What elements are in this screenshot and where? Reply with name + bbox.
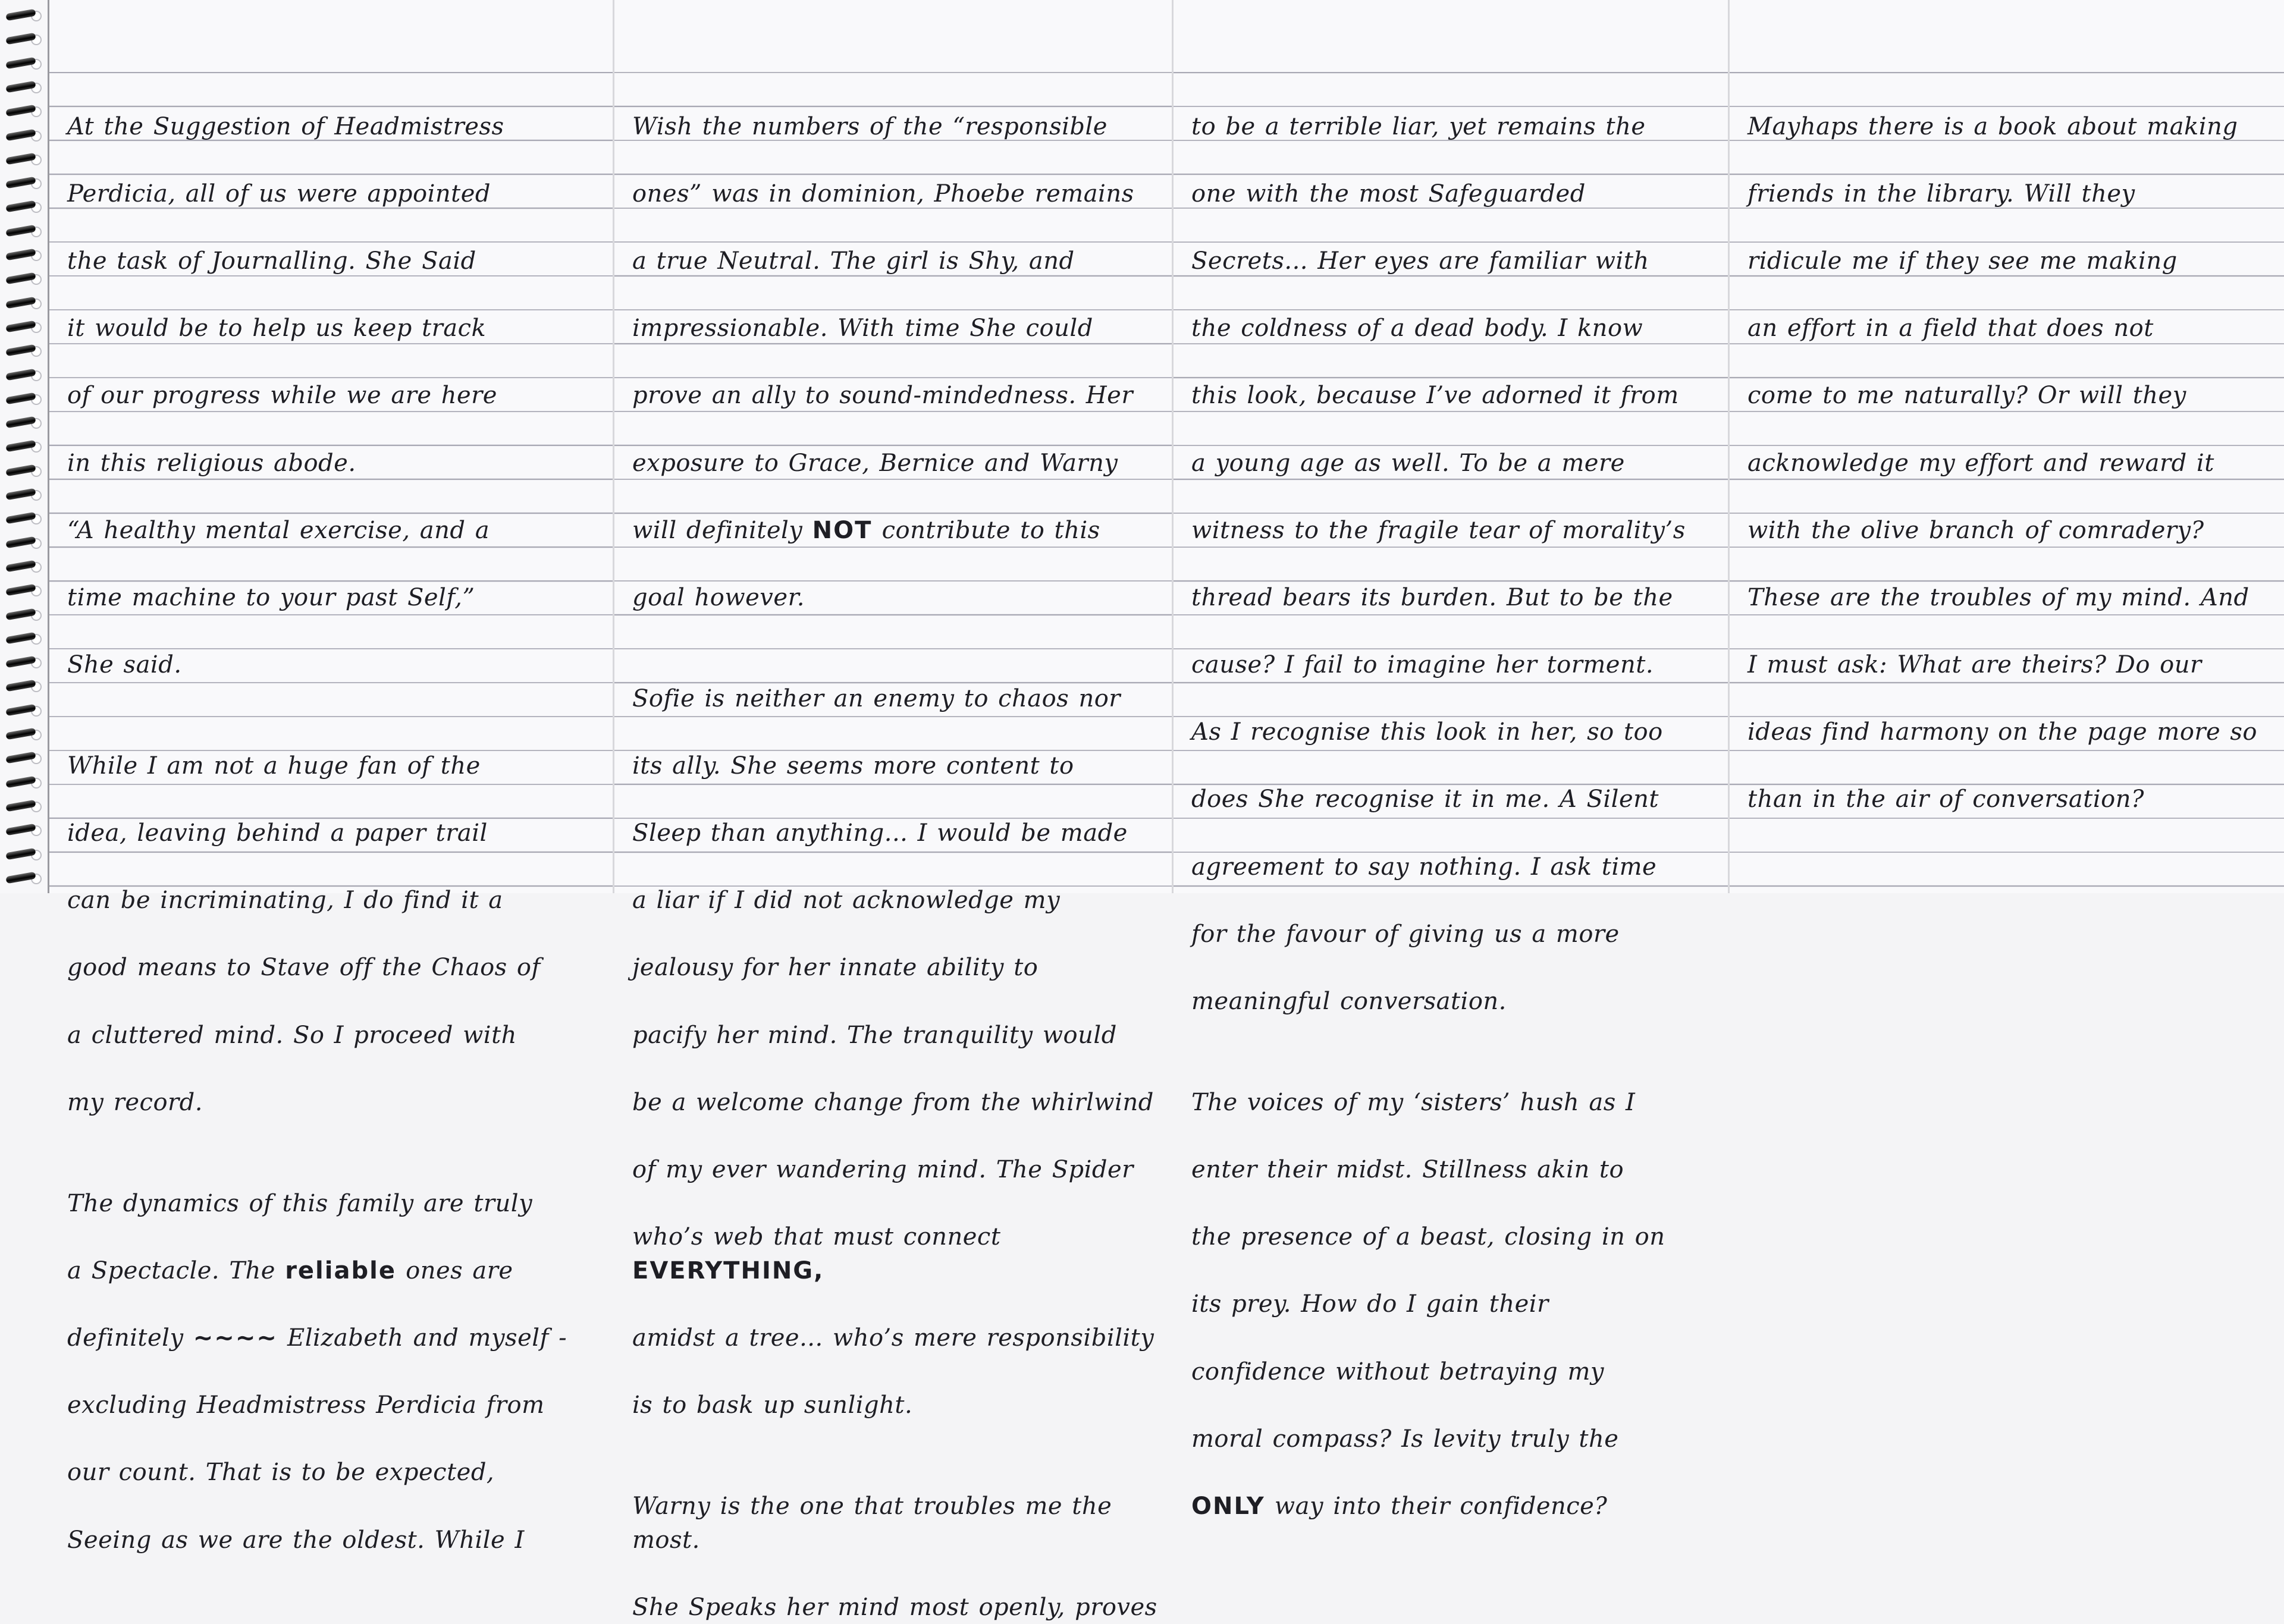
- scribbled-out-word: ~~~~: [193, 1324, 278, 1352]
- spiral-coil: [2, 247, 39, 262]
- text-line: be a welcome change from the whirlwind: [632, 1088, 1154, 1116]
- text-line: an effort in a field that does not: [1747, 315, 2154, 343]
- page-1-text: [67, 76, 602, 1557]
- text-line: thread bears its burden. But to be the: [1191, 583, 1673, 611]
- text-line: a Spectacle. The reliable ones are: [67, 1257, 513, 1284]
- text-line: with the olive branch of comradery?: [1747, 516, 2204, 544]
- text-line: will definitely NOT contribute to this: [632, 516, 1100, 544]
- spiral-coil: [2, 607, 39, 622]
- emphasized-word: reliable: [285, 1257, 396, 1284]
- text-line: “A healthy mental exercise, and a: [67, 516, 490, 544]
- text-line: one with the most Safeguarded: [1191, 180, 1586, 208]
- text-line: meaningful conversation.: [1191, 988, 1507, 1016]
- spiral-coil: [2, 463, 39, 478]
- spiral-coil: [2, 702, 39, 718]
- text-line: its ally. She seems more content to: [632, 752, 1074, 780]
- spiral-coil: [2, 822, 39, 837]
- text-line: idea, leaving behind a paper trail: [67, 819, 488, 847]
- text-line: acknowledge my effort and reward it: [1747, 449, 2214, 477]
- page-1-paragraph-1: [67, 76, 602, 682]
- spiral-coil: [2, 151, 39, 167]
- spiral-coil: [2, 630, 39, 646]
- text-line: for the favour of giving us a more: [1191, 920, 1620, 948]
- journal-page-4: [1728, 0, 2284, 893]
- page-4-paragraph-1: [1747, 76, 2273, 816]
- spiral-coil: [2, 798, 39, 813]
- text-line: this look, because I’ve adorned it from: [1191, 382, 1679, 410]
- text-line: time machine to your past Self,”: [67, 583, 475, 611]
- text-line: a cluttered mind. So I proceed with: [67, 1021, 517, 1049]
- text-line: I must ask: What are theirs? Do our: [1747, 651, 2202, 679]
- text-line: friends in the library. Will they: [1747, 180, 2135, 208]
- spiral-coil: [2, 750, 39, 765]
- page-2-paragraph-2: [632, 648, 1161, 1422]
- text-line: As I recognise this look in her, so too: [1191, 718, 1663, 746]
- spiral-coil: [2, 582, 39, 598]
- spiral-coil: [2, 558, 39, 574]
- emphasized-word: EVERYTHING,: [632, 1257, 824, 1284]
- text-line: does She recognise it in me. A Silent: [1191, 786, 1659, 813]
- text-line: Mayhaps there is a book about making: [1747, 112, 2238, 140]
- text-line: Seeing as we are the oldest. While I: [67, 1526, 525, 1554]
- text-line: impressionable. With time She could: [632, 315, 1093, 343]
- spiral-coil: [2, 367, 39, 382]
- spiral-coil: [2, 414, 39, 430]
- text-line: Sofie is neither an enemy to chaos nor: [632, 684, 1121, 712]
- text-line: agreement to say nothing. I ask time: [1191, 853, 1657, 881]
- spiral-coil: [2, 510, 39, 526]
- emphasized-word: ONLY: [1191, 1492, 1265, 1520]
- text-line: exposure to Grace, Bernice and Warny: [632, 449, 1118, 477]
- text-line: definitely ~~~~ Elizabeth and myself -: [67, 1324, 567, 1352]
- emphasized-word: NOT: [812, 516, 873, 544]
- text-line: ONLY way into their confidence?: [1191, 1492, 1608, 1520]
- text-line: my record.: [67, 1088, 203, 1116]
- text-line: At the Suggestion of Headmistress: [67, 112, 504, 140]
- page-3-paragraph-2: [1191, 1052, 1717, 1523]
- text-line: Wish the numbers of the “responsible: [632, 112, 1108, 140]
- text-line: of my ever wandering mind. The Spider: [632, 1156, 1134, 1183]
- text-line: a true Neutral. The girl is Shy, and: [632, 247, 1075, 275]
- spiral-coil: [2, 343, 39, 358]
- spiral-coil: [2, 654, 39, 670]
- text-line: is to bask up sunlight.: [632, 1391, 913, 1419]
- text-line: cause? I fail to imagine her torment.: [1191, 651, 1654, 679]
- text-line: Warny is the one that troubles me the most.: [632, 1492, 1112, 1554]
- text-line: confidence without betraying my: [1191, 1358, 1604, 1386]
- text-line: enter their midst. Stillness akin to: [1191, 1156, 1624, 1183]
- text-line: While I am not a huge fan of the: [67, 752, 481, 780]
- text-line: a young age as well. To be a mere: [1191, 449, 1625, 477]
- page-4-text: [1747, 76, 2273, 816]
- text-line: She Speaks her mind most openly, proves: [632, 1593, 1157, 1621]
- text-line: in this religious abode.: [67, 449, 356, 477]
- spiral-coil: [2, 678, 39, 693]
- text-line: our count. That is to be expected,: [67, 1459, 495, 1487]
- spiral-coil: [2, 79, 39, 95]
- text-line: the presence of a beast, closing in on: [1191, 1223, 1665, 1251]
- spiral-coil: [2, 391, 39, 406]
- spiral-coil: [2, 726, 39, 742]
- spiral-coil: [2, 774, 39, 790]
- text-line: come to me naturally? Or will they: [1747, 382, 2186, 410]
- page-3-text: [1191, 76, 1717, 1524]
- text-line: amidst a tree... who’s mere responsibility: [632, 1324, 1154, 1352]
- spiral-coil: [2, 55, 39, 71]
- spiral-coil: [2, 31, 39, 46]
- page-2-paragraph-3: [632, 1456, 1161, 1624]
- spiral-coil: [2, 846, 39, 862]
- text-line: to be a terrible liar, yet remains the: [1191, 112, 1646, 140]
- text-line: a liar if I did not acknowledge my: [632, 887, 1061, 915]
- text-line: can be incriminating, I do find it a: [67, 887, 503, 915]
- text-line: She said.: [67, 651, 182, 679]
- spiral-coil: [2, 870, 39, 885]
- spiral-coil: [2, 486, 39, 502]
- text-line: excluding Headmistress Perdicia from: [67, 1391, 545, 1419]
- text-line: prove an ally to sound-mindedness. Her: [632, 382, 1133, 410]
- text-line: ideas find harmony on the page more so: [1747, 718, 2258, 746]
- text-line: pacify her mind. The tranquility would: [632, 1021, 1117, 1049]
- spiral-coil: [2, 438, 39, 454]
- spiral-coil: [2, 103, 39, 118]
- page-2-text: [632, 76, 1161, 1624]
- spiral-coil: [2, 199, 39, 214]
- text-line: the coldness of a dead body. I know: [1191, 315, 1643, 343]
- text-line: of our progress while we are here: [67, 382, 497, 410]
- spiral-coil: [2, 535, 39, 550]
- text-line: These are the troubles of my mind. And: [1747, 583, 2250, 611]
- text-line: goal however.: [632, 583, 805, 611]
- spiral-coil: [2, 295, 39, 310]
- text-line: who’s web that must connect EVERYTHING,: [632, 1223, 1001, 1284]
- text-line: Sleep than anything... I would be made: [632, 819, 1128, 847]
- text-line: moral compass? Is levity truly the: [1191, 1425, 1619, 1453]
- text-line: the task of Journalling. She Said: [67, 247, 476, 275]
- spiral-coil: [2, 127, 39, 143]
- text-line: good means to Stave off the Chaos of: [67, 954, 541, 982]
- text-line: ones” was in dominion, Phoebe remains: [632, 180, 1134, 208]
- spiral-coil: [2, 271, 39, 286]
- spiral-coil: [2, 7, 39, 23]
- journal-page-3: [1172, 0, 1728, 1520]
- page-1-paragraph-3: [67, 1153, 602, 1557]
- journal-page-2: [613, 0, 1172, 1621]
- text-line: The voices of my ‘sisters’ hush as I: [1191, 1088, 1636, 1116]
- page-2-paragraph-1: [632, 76, 1161, 615]
- text-line: it would be to help us keep track: [67, 315, 487, 343]
- text-line: The dynamics of this family are truly: [67, 1189, 533, 1217]
- text-line: Perdicia, all of us were appointed: [67, 180, 491, 208]
- journal-page-1: [48, 0, 613, 1554]
- text-line: ridicule me if they see me making: [1747, 247, 2178, 275]
- page-1-paragraph-2: [67, 715, 602, 1119]
- spiral-coil: [2, 223, 39, 238]
- spiral-binding: [0, 0, 54, 893]
- spiral-coil: [2, 319, 39, 334]
- text-line: jealousy for her innate ability to: [632, 954, 1039, 982]
- text-line: witness to the fragile tear of morality’s: [1191, 516, 1686, 544]
- spiral-coil: [2, 175, 39, 190]
- text-line: than in the air of conversation?: [1747, 786, 2144, 813]
- page-3-paragraph-1: [1191, 76, 1717, 1019]
- text-line: its prey. How do I gain their: [1191, 1290, 1549, 1318]
- text-line: Secrets... Her eyes are familiar with: [1191, 247, 1649, 275]
